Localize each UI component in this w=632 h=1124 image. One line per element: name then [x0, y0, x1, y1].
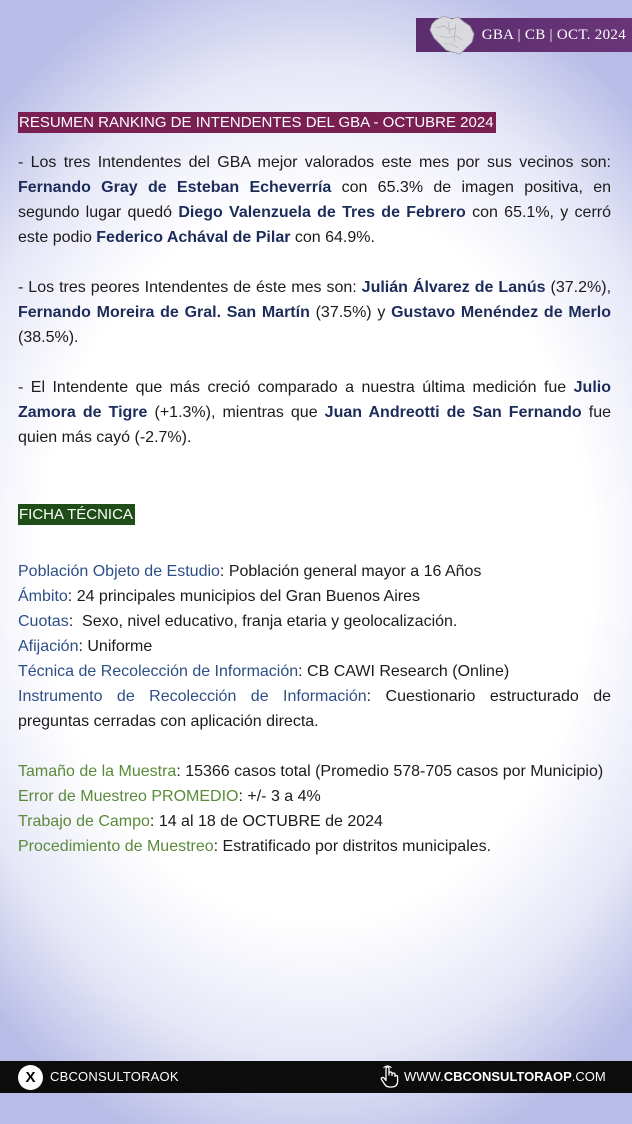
mayor-name: Fernando Gray de Esteban Echeverría — [18, 179, 332, 196]
worst-mayors-paragraph — [18, 275, 611, 350]
ficha-value: Sexo, nivel educativo, franja etaria y geolocalización. — [82, 613, 458, 630]
paragraph-text: (37.5%) y — [309, 304, 392, 321]
map-icon — [422, 14, 480, 56]
paragraph-text: (+1.3%), mientras que — [147, 404, 325, 421]
x-handle-link[interactable]: CBCONSULTORAOK — [50, 1069, 179, 1084]
ficha-separator: : — [366, 688, 386, 705]
ficha-value: CB CAWI Research (Online) — [307, 663, 510, 680]
ficha-separator: : — [298, 663, 308, 680]
paragraph-text: (38.5%). — [18, 329, 79, 346]
ficha-separator: : — [78, 638, 88, 655]
footer-bar — [0, 1061, 632, 1093]
ficha-list-methodology — [18, 559, 611, 734]
ficha-key: Cuotas — [18, 613, 69, 630]
ficha-separator: : — [213, 838, 223, 855]
paragraph-text: (37.2%), — [545, 279, 612, 296]
ficha-key: Afijación — [18, 638, 79, 655]
ficha-separator: : — [149, 813, 159, 830]
ficha-key: Tamaño de la Muestra — [18, 763, 177, 780]
ficha-row — [18, 684, 611, 734]
ficha-value: 15366 casos total (Promedio 578-705 casos por Municipio) — [185, 763, 604, 780]
mayor-name: Juan Andreotti de San Fernando — [324, 404, 582, 421]
paragraph-text: fue quien más cayó (-2.7%). — [18, 404, 612, 446]
ficha-row — [18, 834, 611, 859]
ficha-row — [18, 659, 611, 684]
paragraph-text: - Los tres peores Intendentes de éste mes son: — [18, 279, 362, 296]
ficha-key: Error de Muestreo PROMEDIO — [18, 788, 239, 805]
paragraph-text: con 65.3% de imagen positiva, en segundo lugar quedó — [18, 179, 611, 221]
mayor-name: Gustavo Menéndez de Merlo — [391, 304, 612, 321]
ficha-key: Trabajo de Campo — [18, 813, 150, 830]
ficha-value: Estratificado por distritos municipales. — [222, 838, 492, 855]
pointer-hand-icon — [378, 1065, 400, 1089]
mayor-name: Federico Achával de Pilar — [96, 229, 291, 246]
ficha-key: Población Objeto de Estudio — [18, 563, 220, 580]
website-suffix: .COM — [571, 1069, 606, 1084]
x-logo-icon[interactable]: X — [18, 1065, 43, 1090]
ficha-value: 14 al 18 de OCTUBRE de 2024 — [158, 813, 383, 830]
website-prefix: WWW. — [404, 1069, 444, 1084]
best-mayors-paragraph — [18, 150, 611, 250]
ficha-separator: : — [238, 788, 248, 805]
paragraph-text: - Los tres Intendentes del GBA mejor valorados este mes por sus vecinos son: — [18, 154, 611, 171]
ficha-row — [18, 759, 611, 784]
ficha-separator: : — [176, 763, 186, 780]
ficha-value: +/- 3 a 4% — [247, 788, 321, 805]
website-link[interactable] — [404, 1061, 606, 1093]
ficha-row — [18, 784, 611, 809]
change-mayors-paragraph — [18, 375, 611, 450]
ficha-key: Técnica de Recolección de Información — [18, 663, 299, 680]
website-domain: CBCONSULTORAOP — [443, 1069, 572, 1084]
ficha-value: Uniforme — [87, 638, 153, 655]
mayor-name: Diego Valenzuela de Tres de Febrero — [178, 204, 466, 221]
ficha-row — [18, 609, 611, 634]
ranking-section-title: RESUMEN RANKING DE INTENDENTES DEL GBA - OCTUBRE 2024 — [19, 114, 494, 131]
ficha-row — [18, 584, 611, 609]
header-badge — [416, 18, 632, 52]
ficha-separator: : — [67, 588, 77, 605]
ficha-row — [18, 634, 611, 659]
ficha-key: Instrumento de Recolección de Información — [18, 688, 367, 705]
mayor-name: Julián Álvarez de Lanús — [361, 279, 546, 296]
paragraph-text: con 64.9%. — [290, 229, 375, 246]
ficha-key: Ámbito — [18, 588, 68, 605]
badge-text: GBA | CB | OCT. 2024 — [481, 27, 626, 43]
ficha-separator: : — [68, 613, 83, 630]
ficha-row — [18, 809, 611, 834]
ficha-key: Procedimiento de Muestreo — [18, 838, 214, 855]
paragraph-text: con 65.1%, y cerró este podio — [18, 204, 611, 246]
ficha-value: Población general mayor a 16 Años — [228, 563, 482, 580]
mayor-name: Fernando Moreira de Gral. San Martín — [18, 304, 310, 321]
ficha-row — [18, 559, 611, 584]
ficha-separator: : — [219, 563, 229, 580]
mayor-name: Julio Zamora de Tigre — [18, 379, 611, 421]
ficha-section-title: FICHA TÉCNICA — [19, 506, 133, 523]
paragraph-text: - El Intendente que más creció comparado a nuestra última medición fue — [18, 379, 574, 396]
ficha-value: 24 principales municipios del Gran Buenos Aires — [76, 588, 420, 605]
ficha-value: Cuestionario estructurado de preguntas cerradas con aplicación directa. — [18, 688, 612, 730]
ficha-list-sample — [18, 759, 611, 859]
